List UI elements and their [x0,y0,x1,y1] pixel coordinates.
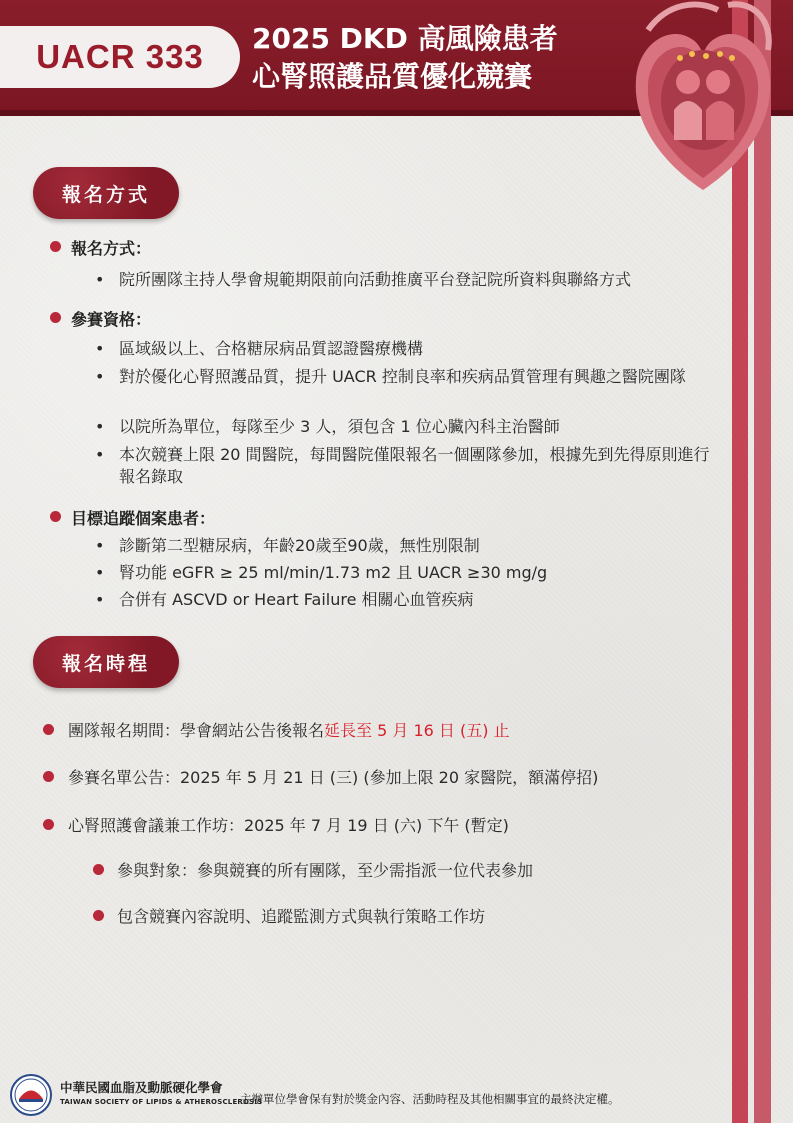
group-heading: 參賽資格： [71,310,152,329]
org-name-cn: 中華民國血脂及動脈硬化學會 [60,1080,223,1095]
uacr-badge-text: UACR 333 [36,38,204,75]
list-item: • 腎功能 eGFR ≥ 25 ml/min/1.73 m2 且 UACR ≥30 mg/g [95,563,548,582]
title-line-2: 心腎照護品質優化競賽 [252,60,533,93]
section-title-schedule [33,636,179,688]
bullet-dot [93,864,104,875]
section-title-text: 報名方式 [61,183,150,206]
list-item: • 診斷第二型糖尿病，年齡20歲至90歲，無性別限制 [95,536,480,555]
schedule-registration-period: 團隊報名期間：學會網站公告後報名延長至 5 月 16 日 (五) 止 [68,721,510,740]
bullet-dot [43,819,54,830]
schedule-workshop: 心腎照護會議兼工作坊：2025 年 7 月 19 日 (六) 下午 (暫定) [68,816,509,835]
bullet-dot [43,771,54,782]
bullet-dot [93,910,104,921]
society-logo-icon [10,1074,52,1116]
workshop-content: 包含競賽內容說明、追蹤監測方式與執行策略工作坊 [117,907,486,926]
title-line-1: 2025 DKD 高風險患者 [252,22,558,55]
uacr-badge [0,26,240,88]
org-name-en: TAIWAN SOCIETY OF LIPIDS & ATHEROSCLEROSIS [60,1098,263,1106]
list-item: • 區域級以上、合格糖尿病品質認證醫療機構 [95,339,424,358]
group-heading: 報名方式： [71,239,152,258]
disclaimer: 主辦單位學會保有對於獎金內容、活動時程及其他相關事宜的最終決定權。 [240,1092,620,1106]
list-item: • 本次競賽上限 20 間醫院，每間醫院僅限報名一個團隊參加，根據先到先得原則進行報名錄取 [95,445,710,486]
list-item: • 以院所為單位，每隊至少 3 人，須包含 1 位心臟內科主治醫師 [95,417,560,436]
deadline-highlight: 延長至 5 月 16 日 (五) 止 [324,721,510,740]
list-item: • 院所團隊主持人學會規範期限前向活動推廣平台登記院所資料與聯絡方式 [95,270,632,289]
heart-illustration-icon [628,0,778,200]
section-title-registration [33,167,179,219]
group-heading: 目標追蹤個案患者： [71,509,216,528]
bullet-dot [50,241,61,252]
bullet-dot [50,511,61,522]
schedule-announcement: 參賽名單公告：2025 年 5 月 21 日 (三) (參加上限 20 家醫院，額滿停招) [68,768,599,787]
bullet-dot [50,312,61,323]
workshop-participants: 參與對象：參與競賽的所有團隊，至少需指派一位代表參加 [117,861,534,880]
list-item: • 合併有 ASCVD or Heart Failure 相關心血管疾病 [95,590,474,609]
page-title [252,20,632,96]
list-item: • 對於優化心腎照護品質，提升 UACR 控制良率和疾病品質管理有興趣之醫院團隊 [95,367,686,386]
bullet-dot [43,724,54,735]
section-title-text: 報名時程 [61,652,150,675]
footer [10,1072,710,1118]
